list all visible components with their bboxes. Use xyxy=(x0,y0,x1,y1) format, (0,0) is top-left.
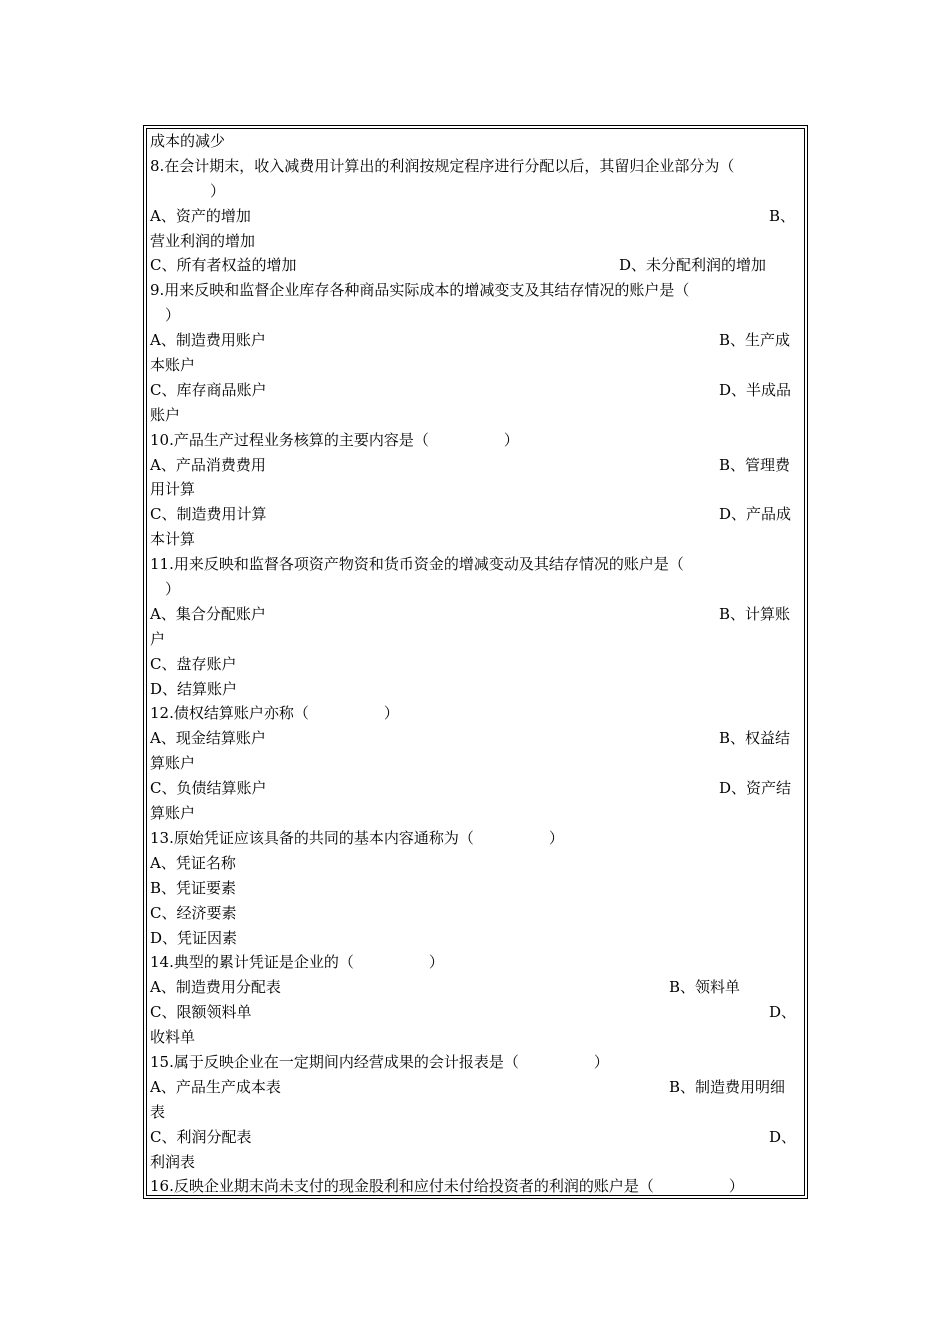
line-text: 表 xyxy=(150,1102,166,1121)
option-right: B、计算账 xyxy=(719,604,791,623)
text-line xyxy=(147,726,804,751)
text-line xyxy=(147,477,804,502)
line-text: 11.用来反映和监督各项资产物资和货币资金的增减变动及其结存情况的账户是（ xyxy=(150,555,684,574)
line-text: C、利润分配表 xyxy=(150,1127,252,1146)
line-text: 9.用来反映和监督企业库存各种商品实际成本的增减变支及其结存情况的账户是（ xyxy=(150,281,690,300)
text-line xyxy=(147,303,804,328)
line-text: A、资产的增加 xyxy=(150,206,251,225)
line-text: C、盘存账户 xyxy=(150,654,237,673)
line-text: C、制造费用计算 xyxy=(150,505,267,524)
option-right: D、半成品 xyxy=(719,380,792,399)
text-line xyxy=(147,1075,804,1100)
line-text: 14.典型的累计凭证是企业的（ ） xyxy=(150,953,444,972)
line-text: ） xyxy=(150,306,181,325)
option-right: D、产品成 xyxy=(719,505,792,524)
line-text: C、经济要素 xyxy=(150,903,237,922)
line-text: 收料单 xyxy=(150,1028,196,1047)
text-line xyxy=(147,552,804,577)
line-text: 营业利润的增加 xyxy=(150,231,256,250)
text-line xyxy=(147,527,804,552)
option-right: B、领料单 xyxy=(669,978,741,997)
text-line xyxy=(147,926,804,951)
text-line xyxy=(147,950,804,975)
line-text: C、所有者权益的增加 xyxy=(150,256,297,275)
line-text: D、凭证因素 xyxy=(150,928,238,947)
line-text: D、结算账户 xyxy=(150,679,238,698)
text-line xyxy=(147,1174,804,1196)
text-line xyxy=(147,328,804,353)
text-line xyxy=(147,453,804,478)
line-text: 本账户 xyxy=(150,356,196,375)
text-line xyxy=(147,851,804,876)
option-right: B、权益结 xyxy=(719,729,791,748)
option-right: B、管理费 xyxy=(719,455,791,474)
text-line xyxy=(147,353,804,378)
text-line xyxy=(147,876,804,901)
line-text: A、集合分配账户 xyxy=(150,604,266,623)
line-text: 账户 xyxy=(150,405,181,424)
line-text: 13.原始凭证应该具备的共同的基本内容通称为（ ） xyxy=(150,828,564,847)
option-right: B、制造费用明细 xyxy=(669,1077,786,1096)
line-text: 用计算 xyxy=(150,480,196,499)
text-line xyxy=(147,428,804,453)
text-line xyxy=(147,1025,804,1050)
line-text: C、限额领料单 xyxy=(150,1003,252,1022)
line-text: A、凭证名称 xyxy=(150,853,236,872)
text-line xyxy=(147,901,804,926)
line-text: 户 xyxy=(150,629,166,648)
question-content xyxy=(146,128,805,1196)
text-line xyxy=(147,154,804,179)
line-text: ） xyxy=(150,181,226,200)
line-text: 12.债权结算账户亦称（ ） xyxy=(150,704,399,723)
text-line xyxy=(147,403,804,428)
text-line xyxy=(147,701,804,726)
option-right: B、 xyxy=(769,206,796,225)
line-text: C、库存商品账户 xyxy=(150,380,267,399)
text-line xyxy=(147,129,804,154)
text-line xyxy=(147,627,804,652)
line-text: C、负债结算账户 xyxy=(150,779,267,798)
option-right: D、 xyxy=(769,1127,797,1146)
text-line xyxy=(147,378,804,403)
text-line xyxy=(147,577,804,602)
line-text: B、凭证要素 xyxy=(150,878,237,897)
text-line xyxy=(147,1000,804,1025)
text-line xyxy=(147,975,804,1000)
text-line xyxy=(147,801,804,826)
text-line xyxy=(147,204,804,229)
option-right: D、未分配利润的增加 xyxy=(619,256,767,275)
option-right: D、资产结 xyxy=(719,779,792,798)
text-line xyxy=(147,826,804,851)
text-line xyxy=(147,229,804,254)
line-text: A、产品生产成本表 xyxy=(150,1077,281,1096)
line-text: A、制造费用账户 xyxy=(150,331,266,350)
text-line xyxy=(147,776,804,801)
text-line xyxy=(147,179,804,204)
line-text: 算账户 xyxy=(150,754,196,773)
text-line xyxy=(147,602,804,627)
text-line xyxy=(147,677,804,702)
text-line xyxy=(147,1125,804,1150)
line-text: 算账户 xyxy=(150,804,196,823)
line-text: 8.在会计期末，收入减费用计算出的利润按规定程序进行分配以后，其留归企业部分为（ xyxy=(150,156,735,175)
text-line xyxy=(147,502,804,527)
line-text: 15.属于反映企业在一定期间内经营成果的会计报表是（ ） xyxy=(150,1052,609,1071)
line-text: A、产品消费费用 xyxy=(150,455,266,474)
line-text: A、制造费用分配表 xyxy=(150,978,281,997)
text-line xyxy=(147,278,804,303)
document-table-frame xyxy=(143,125,808,1199)
text-line xyxy=(147,1050,804,1075)
line-text: 利润表 xyxy=(150,1152,196,1171)
text-line xyxy=(147,751,804,776)
line-text: A、现金结算账户 xyxy=(150,729,266,748)
text-line xyxy=(147,1150,804,1175)
line-text: ） xyxy=(150,580,181,599)
line-text: 10.产品生产过程业务核算的主要内容是（ ） xyxy=(150,430,519,449)
text-line xyxy=(147,1100,804,1125)
line-text: 成本的减少 xyxy=(150,132,226,150)
option-right: D、 xyxy=(769,1003,797,1022)
line-text: 16.反映企业期末尚未支付的现金股利和应付未付给投资者的利润的账户是（ ） xyxy=(150,1177,744,1196)
line-text: 本计算 xyxy=(150,530,196,549)
text-line xyxy=(147,652,804,677)
text-line xyxy=(147,253,804,278)
option-right: B、生产成 xyxy=(719,331,791,350)
